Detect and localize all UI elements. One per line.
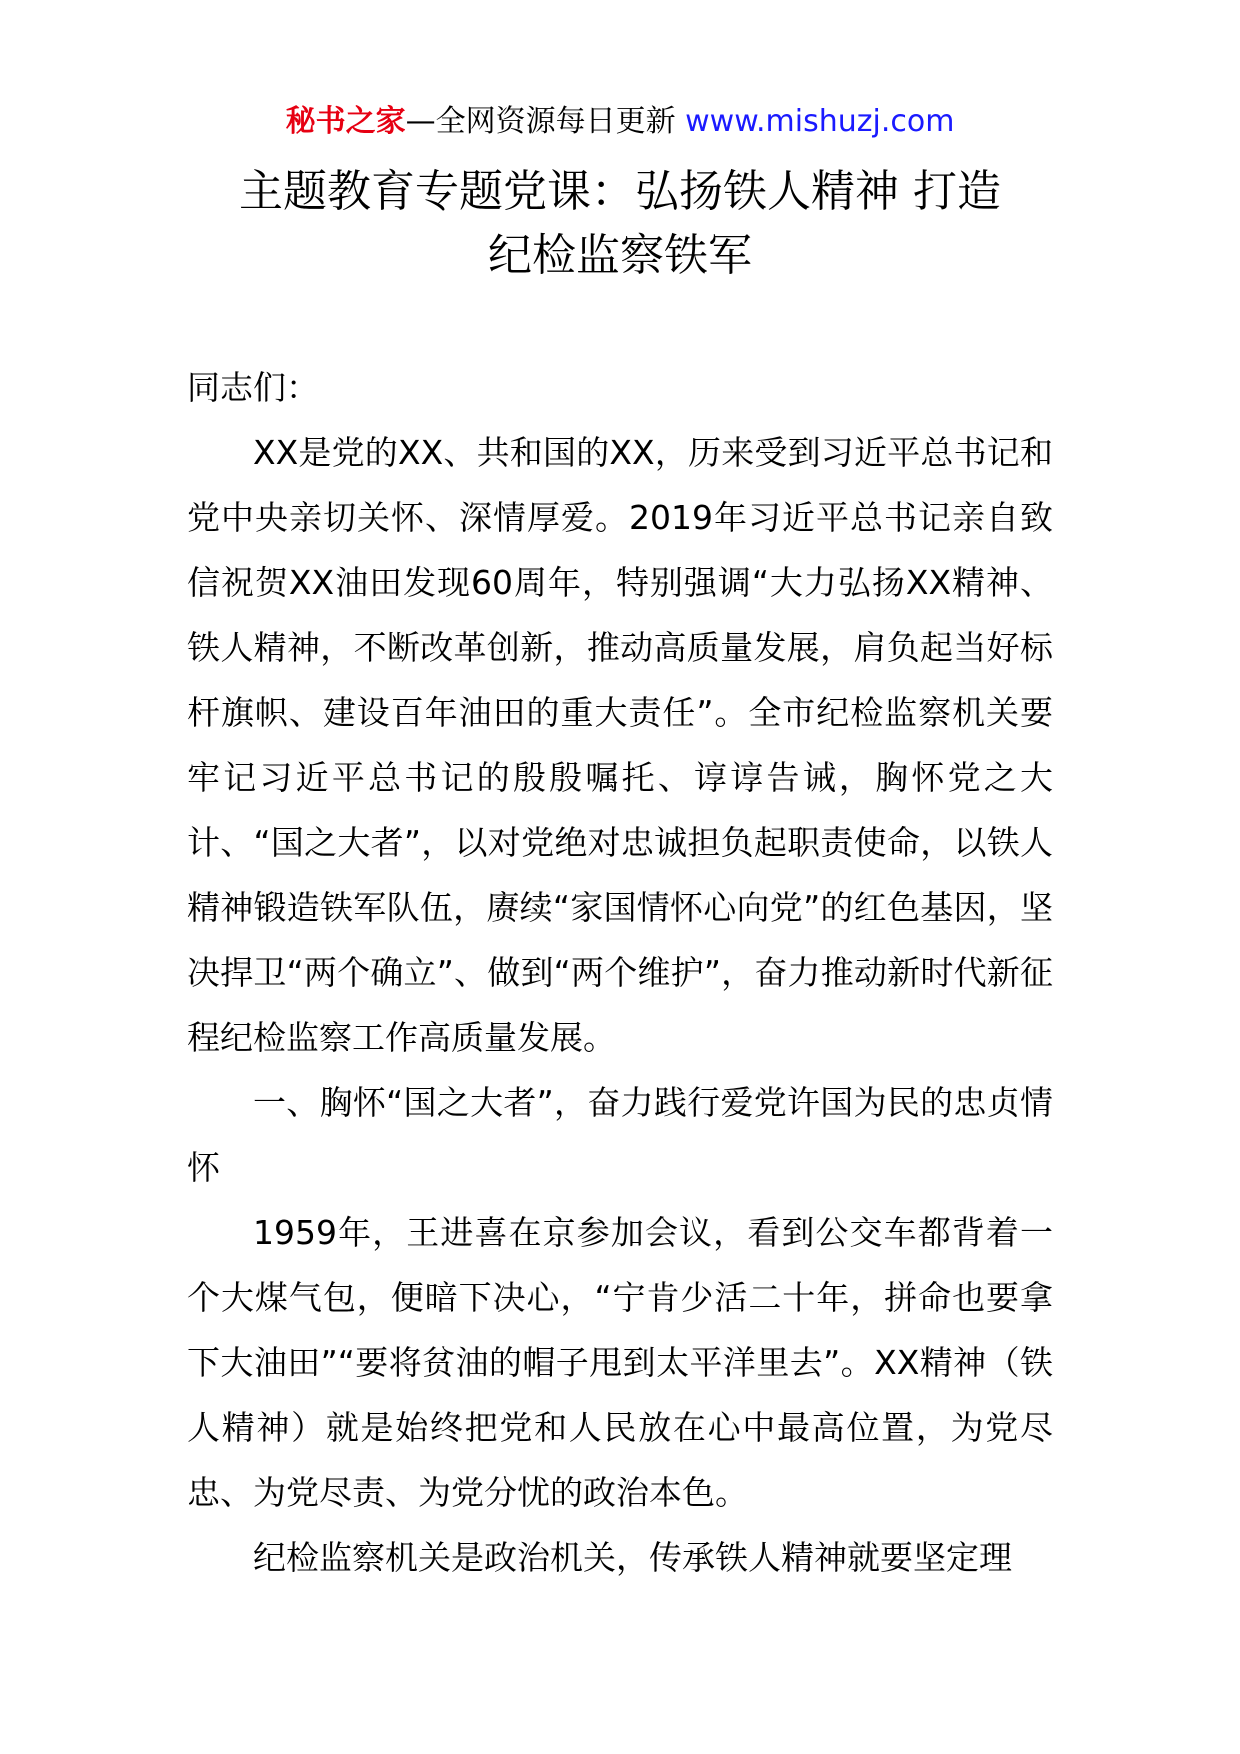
- document-body: [187, 355, 1053, 1590]
- paragraph: 1959年，王进喜在京参加会议，看到公交车都背着一个大煤气包，便暗下决心，“宁肯少活二十年，拼命也要拿下大油田”“要将贫油的帽子甩到太平洋里去”。XX精神（铁人精神）就是始终把党和人民放在心中最高位置，为党尽忠、为党尽责、为党分忧的政治本色。: [187, 1213, 1053, 1512]
- banner-tagline: —全网资源每日更新: [405, 104, 686, 139]
- site-banner: [0, 100, 1240, 144]
- document-title: [120, 160, 1120, 288]
- paragraph: 纪检监察机关是政治机关，传承铁人精神就要坚定理: [253, 1538, 1012, 1577]
- brand-name: 秘书之家: [285, 104, 406, 139]
- document-title-line-2: 纪检监察铁军: [488, 230, 752, 281]
- section-heading: 一、胸怀“国之大者”，奋力践行爱党许国为民的忠贞情怀: [187, 1083, 1053, 1187]
- paragraph: XX是党的XX、共和国的XX，历来受到习近平总书记和党中央亲切关怀、深情厚爱。2019年习近平总书记亲自致信祝贺XX油田发现60周年，特别强调“大力弘扬XX精神、铁人精神，不断改革创新，推动高质量发展，肩负起当好标杆旗帜、建设百年油田的重大责任”。全市纪检监察机关要牢记习近平总书记的殷殷嘱托、谆谆告诫，胸怀党之大计、“国之大者”，以对党绝对忠诚担负起职责使命，以铁人精神锻造铁军队伍，赓续“家国情怀心向党”的红色基因，坚决捍卫“两个确立”、做到“两个维护”，奋力推动新时代新征程纪检监察工作高质量发展。: [187, 433, 1053, 1057]
- site-url-link[interactable]: www.mishuzj.com: [685, 104, 955, 139]
- salutation: 同志们：: [187, 368, 319, 407]
- document-title-line-1: 主题教育专题党课：弘扬铁人精神 打造: [239, 166, 1001, 217]
